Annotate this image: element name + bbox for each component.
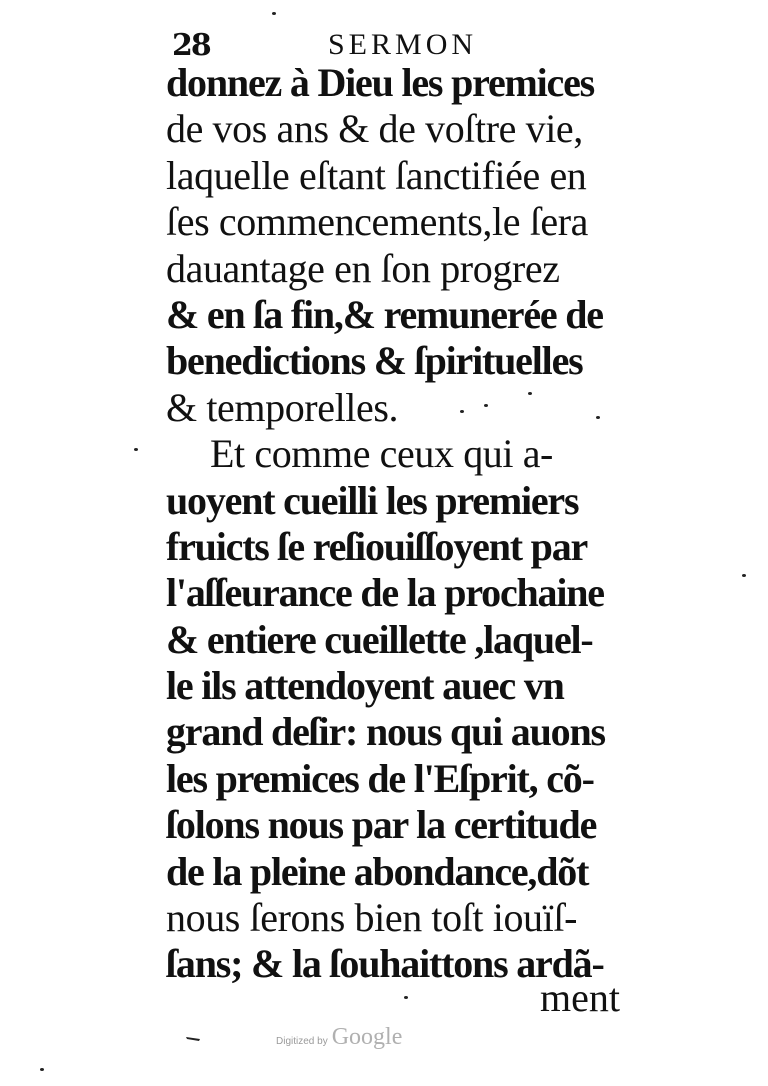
text-line: grand deſir: nous qui auons (166, 709, 605, 755)
text-line: & entiere cueillette ,laquel- (166, 616, 593, 662)
ink-speck (460, 410, 464, 413)
text-line: de vos ans & de voſtre vie, (166, 106, 583, 152)
text-line: l'aſſeurance de la prochaine (166, 570, 604, 616)
text-line: ſans; & la ſouhaittons ardã- (166, 941, 604, 987)
running-title: SERMON (328, 28, 478, 61)
text-line: ſes commencements,le ſera (166, 199, 589, 245)
digitization-footer (276, 1024, 402, 1058)
ink-speck (596, 416, 600, 419)
ink-mark (186, 1036, 200, 1041)
digitized-by-label: Digitized by (276, 1036, 328, 1047)
text-line: dauantage en ſon progrez (166, 245, 560, 291)
ink-speck (134, 448, 138, 451)
body-text (166, 60, 636, 988)
ink-speck (484, 404, 488, 407)
google-logo: Google (331, 1024, 403, 1050)
page-header (170, 24, 630, 64)
ink-speck (742, 574, 746, 577)
text-line: ſolons nous par la certitude (166, 802, 597, 848)
text-line: & en ſa fin,& remunerée de (166, 291, 603, 337)
text-line: & temporelles. (166, 384, 399, 430)
text-line: de la pleine abondance,dõt (166, 848, 589, 894)
text-line: nous ſerons bien toſt iouïſ- (166, 895, 577, 941)
catchword: ment (540, 975, 620, 1020)
text-line: benedictions & ſpirituelles (166, 338, 583, 384)
ink-speck (404, 996, 408, 999)
ink-speck (40, 1068, 44, 1071)
text-line: donnez à Dieu les premices (166, 60, 595, 105)
ink-speck (528, 392, 532, 395)
ink-speck (272, 12, 276, 15)
page-number: 28 (172, 28, 210, 63)
text-line: laquelle eſtant ſanctifiée en (166, 152, 587, 198)
text-line: les premices de l'Eſprit, cõ- (166, 755, 594, 801)
text-line: le ils attendoyent auec vn (166, 663, 564, 709)
text-line: uoyent cueilli les premiers (166, 477, 579, 523)
text-line: fruicts ſe reſiouiſſoyent par (166, 523, 588, 569)
paragraph-first-line: Et comme ceux qui a- (210, 431, 553, 477)
